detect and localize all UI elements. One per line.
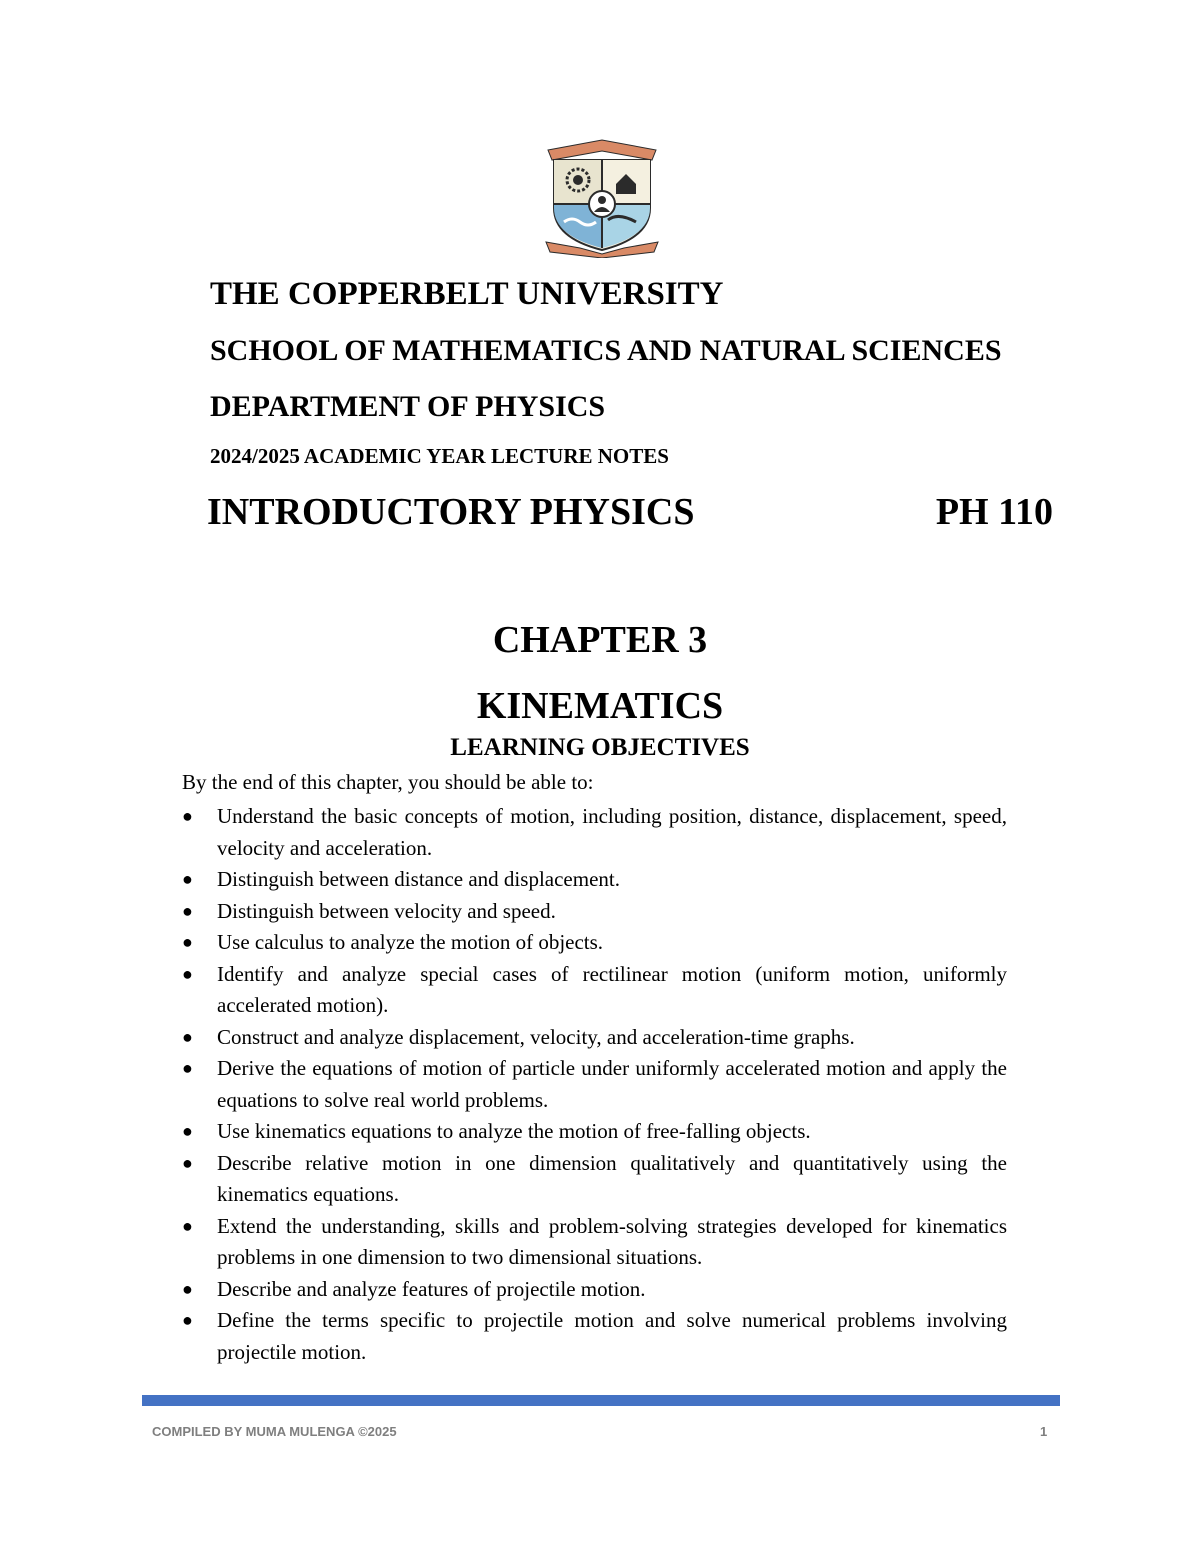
list-item: ● Use kinematics equations to analyze the motion of free-falling objects. xyxy=(182,1116,1007,1148)
school-name: SCHOOL OF MATHEMATICS AND NATURAL SCIENCES xyxy=(210,334,1002,367)
academic-year-label: 2024/2025 ACADEMIC YEAR LECTURE NOTES xyxy=(210,444,669,468)
bullet-icon: ● xyxy=(182,1310,193,1330)
list-item: ● Construct and analyze displacement, velocity, and acceleration-time graphs. xyxy=(182,1022,1007,1054)
objectives-intro: By the end of this chapter, you should be able to: xyxy=(182,770,594,794)
objectives-heading: LEARNING OBJECTIVES xyxy=(450,734,750,761)
bullet-icon: ● xyxy=(182,900,193,921)
list-item: ● Describe and analyze features of projectile motion. xyxy=(182,1274,1007,1306)
course-code: PH 110 xyxy=(935,491,1053,533)
footer-credit: COMPILED BY MUMA MULENGA ©2025 xyxy=(152,1424,397,1439)
list-item: ● Describe relative motion in one dimension qualitatively and quantitatively using the kinematics equations. xyxy=(182,1148,1007,1211)
bullet-icon: ● xyxy=(182,932,193,952)
footer-divider xyxy=(142,1395,1060,1406)
university-crest-icon xyxy=(540,138,664,258)
bullet-icon: ● xyxy=(182,963,193,984)
course-row xyxy=(207,490,1053,534)
bullet-icon: ● xyxy=(182,806,193,826)
list-item: ● Define the terms specific to projectile motion and solve numerical problems involving projectile motion. xyxy=(182,1305,1007,1368)
university-name: THE COPPERBELT UNIVERSITY xyxy=(210,276,724,312)
objectives-list xyxy=(182,801,1007,1368)
course-title: INTRODUCTORY PHYSICS xyxy=(207,491,695,533)
list-item: ● Understand the basic concepts of motion, including position, distance, displacement, speed, velocity and acceleration. xyxy=(182,801,1007,864)
list-item: ● Extend the understanding, skills and problem-solving strategies developed for kinematics problems in one dimension to two dimensional situations. xyxy=(182,1211,1007,1274)
page-number: 1 xyxy=(1040,1424,1048,1439)
bullet-icon: ● xyxy=(182,1121,193,1141)
list-item: ● Use calculus to analyze the motion of objects. xyxy=(182,927,1007,959)
list-item: ● Derive the equations of motion of particle under uniformly accelerated motion and apply the equations to solve real world problems. xyxy=(182,1053,1007,1116)
bullet-icon: ● xyxy=(182,1278,193,1299)
bullet-icon: ● xyxy=(182,1058,193,1078)
chapter-number: CHAPTER 3 xyxy=(492,619,708,661)
bullet-icon: ● xyxy=(182,1026,193,1047)
department-name: DEPARTMENT OF PHYSICS xyxy=(210,390,606,423)
list-item: ● Identify and analyze special cases of rectilinear motion (uniform motion, uniformly accelerated motion). xyxy=(182,959,1007,1022)
bullet-icon: ● xyxy=(182,1215,193,1236)
chapter-title: KINEMATICS xyxy=(476,685,724,727)
bullet-icon: ● xyxy=(182,1152,193,1173)
bullet-icon: ● xyxy=(182,869,193,889)
list-item: ● Distinguish between distance and displacement. xyxy=(182,864,1007,896)
list-item: ● Distinguish between velocity and speed. xyxy=(182,896,1007,928)
